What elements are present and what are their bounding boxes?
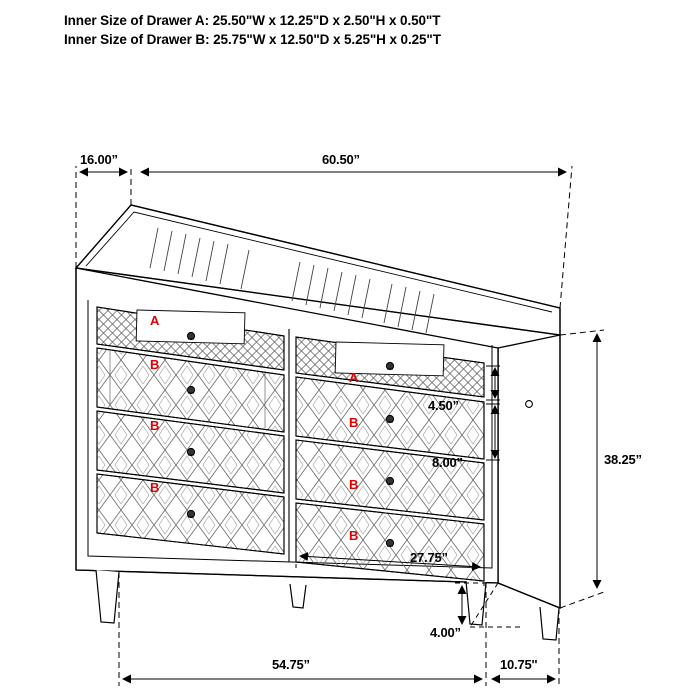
drawer-label-left-1: A bbox=[150, 313, 160, 328]
dim-width-top: 60.50” bbox=[322, 152, 360, 167]
dim-base-width: 54.75” bbox=[272, 657, 310, 672]
drawer-label-left-4: B bbox=[150, 480, 160, 495]
dim-leg-height: 4.00” bbox=[430, 625, 461, 640]
dim-drawer-a-height: 4.50” bbox=[428, 398, 459, 413]
dim-depth-top: 16.00” bbox=[80, 152, 118, 167]
drawer-label-left-2: B bbox=[150, 357, 160, 372]
dim-drawer-width: 27.75” bbox=[410, 550, 448, 565]
drawer-label-right-4: B bbox=[349, 528, 359, 543]
drawer-label-right-2: B bbox=[349, 415, 359, 430]
dim-drawer-b-height: 8.00” bbox=[432, 455, 463, 470]
dim-total-height: 38.25” bbox=[604, 452, 642, 467]
drawer-b-spec-text: Inner Size of Drawer B: 25.75"W x 12.50"D x 5.25"H x 0.25"T bbox=[64, 32, 441, 47]
drawer-label-left-3: B bbox=[150, 418, 160, 433]
drawer-label-right-3: B bbox=[349, 477, 359, 492]
drawer-a-spec-text: Inner Size of Drawer A: 25.50"W x 12.25"D x 2.50"H x 0.50"T bbox=[64, 13, 441, 28]
dim-base-depth: 10.75'' bbox=[500, 657, 538, 672]
drawer-label-right-1: A bbox=[349, 370, 359, 385]
